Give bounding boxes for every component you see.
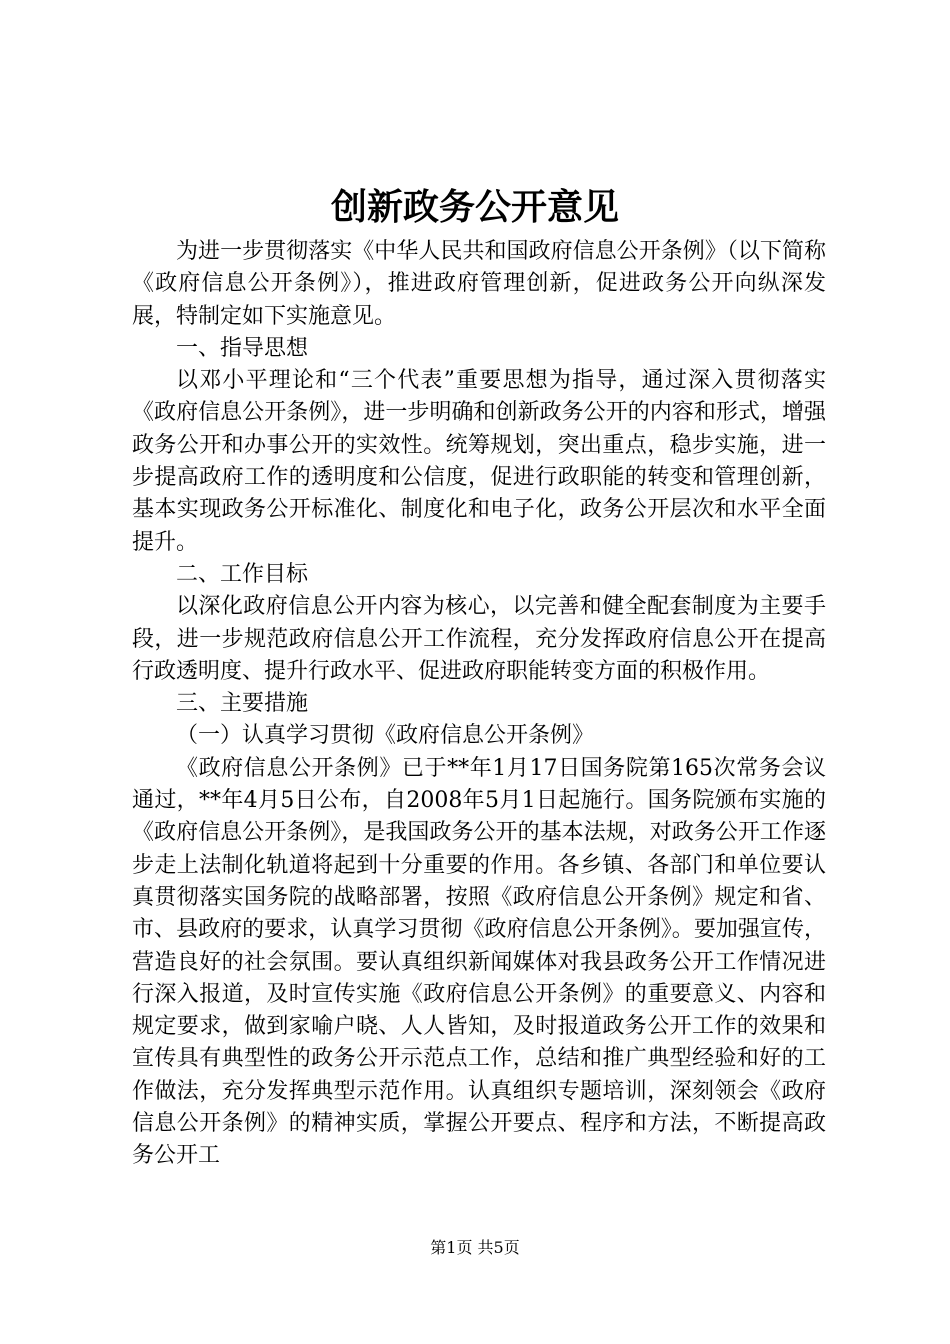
study-regulations-paragraph: 《政府信息公开条例》已于**年1月17日国务院第165次常务会议通过，**年4月5日公布，自2008年5月1日起施行。国务院颁布实施的《政府信息公开条例》，是我国政务公开的基本法规，对政务公开工作逐步走上法制化轨道将起到十分重要的作用。各乡镇、各部门和单位要认真贯彻落实国务院的战略部署，按照《政府信息公开条例》规定和省、市、县政府的要求，认真学习贯彻《政府信息公开条例》。要加强宣传，营造良好的社会氛围。要认真组织新闻媒体对我县政务公开工作情况进行深入报道，及时宣传实施《政府信息公开条例》的重要意义、内容和规定要求，做到家喻户晓、人人皆知，及时报道政务公开工作的效果和宣传具有典型性的政务公开示范点工作，总结和推广典型经验和好的工作做法，充分发挥典型示范作用。认真组织专题培训，深刻领会《政府信息公开条例》的精神实质，掌握公开要点、程序和方法，不断提高政务公开工 [132, 755, 826, 1169]
section-heading-main-measures: 三、主要措施 [176, 691, 309, 717]
subsection-heading-study-regulations: （一）认真学习贯彻《政府信息公开条例》 [176, 723, 595, 749]
document-body [132, 236, 826, 1173]
section-heading-guiding-ideology: 一、指导思想 [176, 335, 309, 361]
document-title: 创新政务公开意见 [330, 186, 619, 228]
page-number-footer: 第1页 共5页 [430, 1238, 520, 1257]
section-heading-work-goals: 二、工作目标 [176, 561, 309, 587]
intro-paragraph: 为进一步贯彻落实《中华人民共和国政府信息公开条例》（以下简称《政府信息公开条例》），推进政府管理创新，促进政务公开向纵深发展，特制定如下实施意见。 [132, 239, 826, 329]
guiding-ideology-paragraph: 以邓小平理论和“三个代表”重要思想为指导，通过深入贯彻落实《政府信息公开条例》，进一步明确和创新政务公开的内容和形式，增强政务公开和办事公开的实效性。统筹规划，突出重点，稳步实施，进一步提高政府工作的透明度和公信度，促进行政职能的转变和管理创新，基本实现政务公开标准化、制度化和电子化，政务公开层次和水平全面提升。 [132, 368, 826, 555]
work-goals-paragraph: 以深化政府信息公开内容为核心，以完善和健全配套制度为主要手段，进一步规范政府信息公开工作流程，充分发挥政府信息公开在提高行政透明度、提升行政水平、促进政府职能转变方面的积极作用。 [132, 594, 826, 684]
